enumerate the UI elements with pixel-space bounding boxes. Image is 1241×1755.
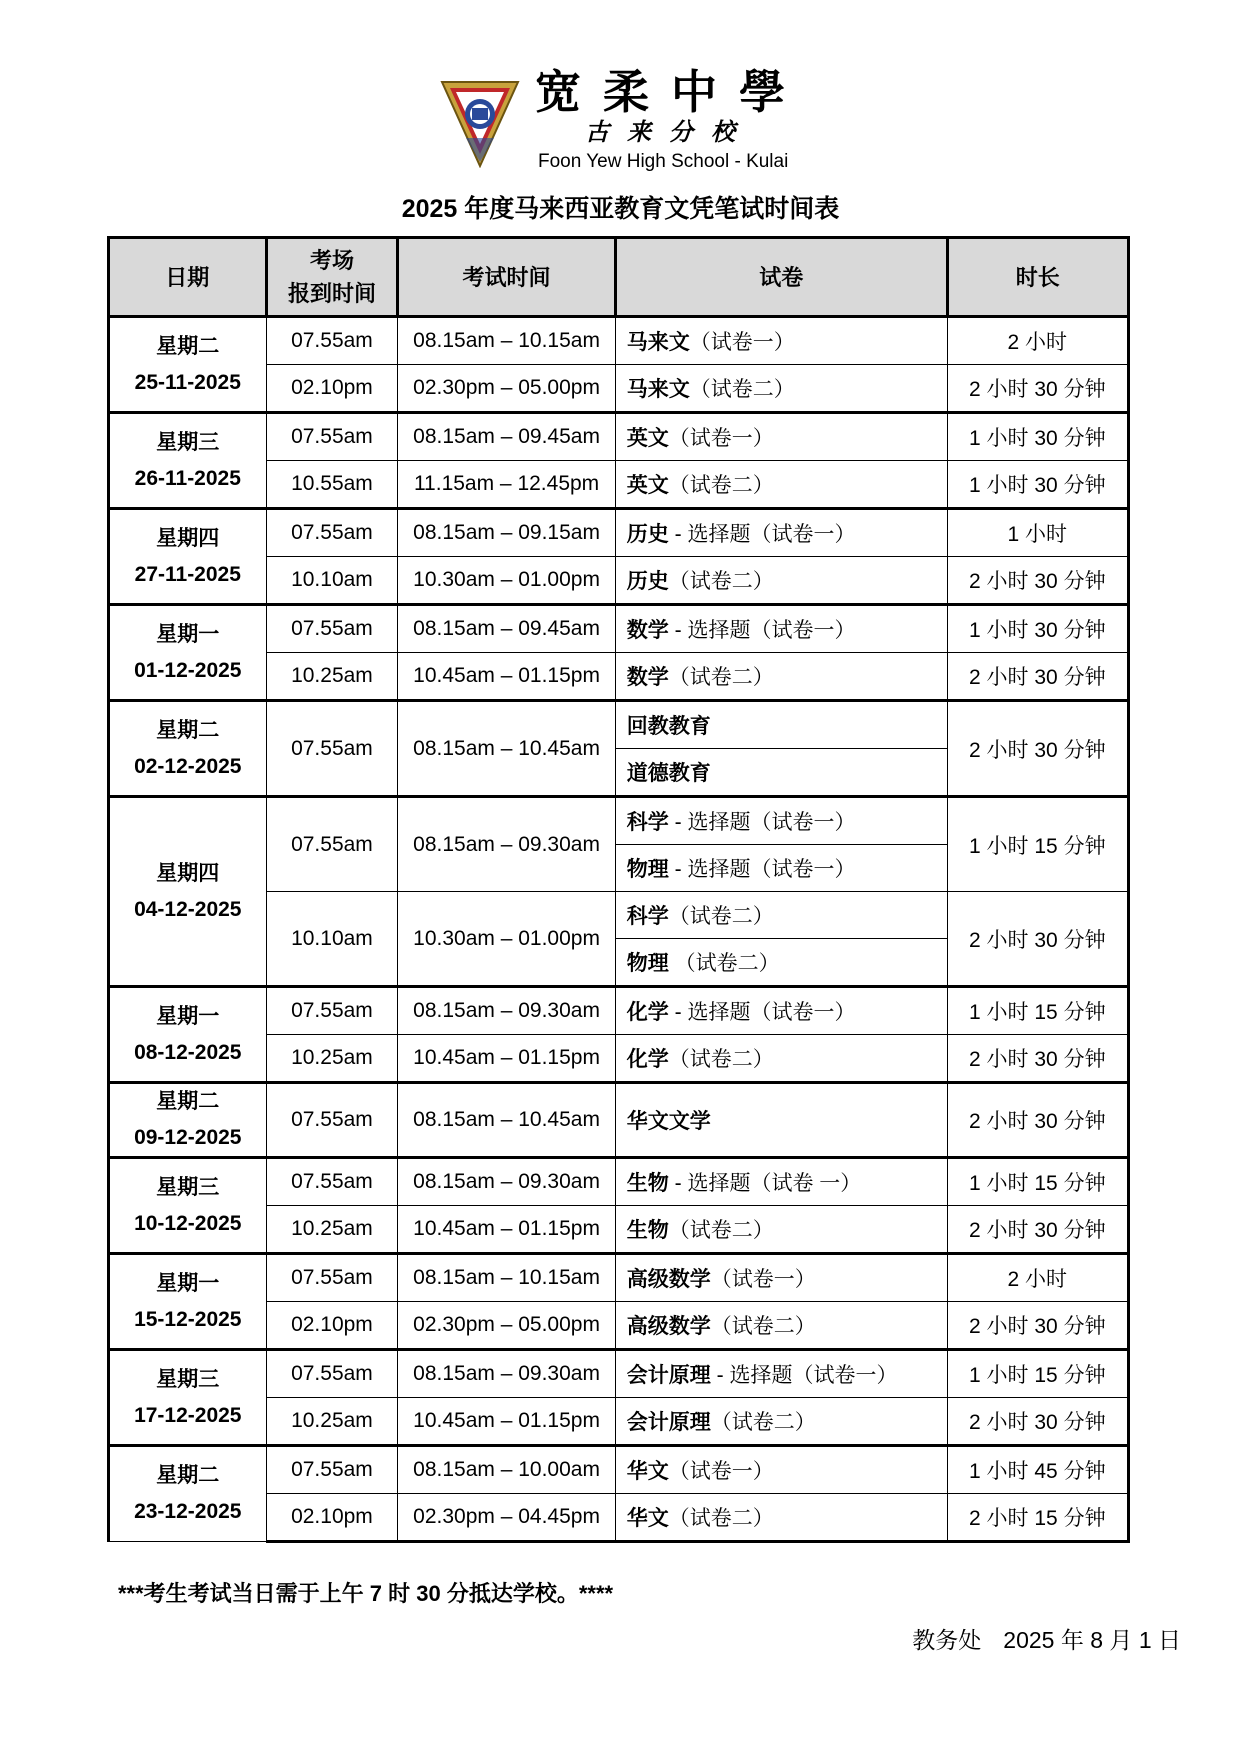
paper-subject: 生物: [626, 1219, 669, 1242]
date-cell: [109, 605, 267, 701]
duration-cell: 2 小时 30 分钟: [947, 1206, 1128, 1254]
duration-cell: 2 小时 30 分钟: [947, 365, 1128, 413]
paper-subject: 历史: [626, 570, 669, 593]
date-cell: [109, 987, 267, 1083]
paper-cell: [615, 1206, 947, 1254]
paper-cell: [615, 557, 947, 605]
exam-time-cell: 08.15am – 10.45am: [398, 1083, 615, 1158]
table-row: [109, 1350, 1129, 1398]
report-time-cell: 07.55am: [266, 1158, 398, 1206]
duration-cell: 2 小时 30 分钟: [947, 892, 1128, 987]
duration-cell: 1 小时 30 分钟: [947, 605, 1128, 653]
exam-time-cell: 08.15am – 09.30am: [398, 1350, 615, 1398]
exam-time-cell: 08.15am – 09.15am: [398, 509, 615, 557]
header-report-time: [266, 238, 398, 317]
exam-time-cell: 10.45am – 01.15pm: [398, 1035, 615, 1083]
exam-time-cell: 02.30pm – 04.45pm: [398, 1494, 615, 1542]
date-cell: [109, 1083, 267, 1158]
report-time-cell: 07.55am: [266, 1446, 398, 1494]
exam-time-cell: 10.45am – 01.15pm: [398, 653, 615, 701]
paper-detail: - 选择题（试卷一）: [668, 858, 856, 881]
duration-cell: 2 小时 30 分钟: [947, 557, 1128, 605]
weekday: 星期二: [156, 1464, 220, 1487]
paper-cell: [615, 1350, 947, 1398]
duration-cell: 2 小时 30 分钟: [947, 701, 1128, 797]
paper-cell: [615, 701, 947, 749]
report-time-cell: 10.25am: [266, 653, 398, 701]
paper-cell: [615, 892, 947, 939]
paper-subject: 高级数学: [626, 1315, 711, 1338]
report-time-cell: 07.55am: [266, 797, 398, 892]
paper-cell: [615, 1302, 947, 1350]
paper-detail: （试卷二）: [710, 1411, 816, 1434]
paper-cell: [615, 317, 947, 365]
page-title: 2025 年度马来西亚教育文凭笔试时间表: [401, 195, 840, 223]
header-paper: 试卷: [615, 238, 947, 317]
paper-cell: [615, 1446, 947, 1494]
weekday: 星期二: [156, 334, 220, 358]
school-logo: [440, 80, 520, 168]
date-cell: [109, 1254, 267, 1350]
paper-cell: [615, 1254, 947, 1302]
school-header: [0, 62, 1241, 182]
table-header-row: [109, 238, 1129, 317]
paper-detail: （试卷二）: [668, 905, 774, 928]
weekday: 星期三: [156, 1367, 220, 1391]
paper-subject: 华文: [626, 1460, 669, 1483]
paper-detail: - 选择题（试卷一）: [668, 811, 856, 834]
paper-detail: - 选择题（试卷一）: [668, 1001, 856, 1024]
exam-date: 09-12-2025: [134, 1126, 242, 1149]
exam-schedule-table: [107, 236, 1130, 1543]
weekday: 星期一: [156, 622, 220, 646]
exam-time-cell: 02.30pm – 05.00pm: [398, 365, 615, 413]
paper-cell: [615, 1035, 947, 1083]
report-time-cell: 07.55am: [266, 605, 398, 653]
date-cell: [109, 1350, 267, 1446]
weekday: 星期四: [156, 526, 220, 550]
duration-cell: 2 小时: [947, 1254, 1128, 1302]
paper-cell: [615, 939, 947, 987]
duration-cell: 2 小时: [947, 317, 1128, 365]
table-row: [109, 605, 1129, 653]
date-cell: [109, 797, 267, 987]
duration-cell: 1 小时 15 分钟: [947, 797, 1128, 892]
table-row: [109, 987, 1129, 1035]
paper-detail: （试卷一）: [668, 1460, 774, 1483]
paper-subject: 化学: [626, 1001, 669, 1024]
paper-subject: 会计原理: [626, 1411, 711, 1434]
paper-detail: （试卷二）: [668, 666, 774, 689]
paper-subject: 马来文: [626, 331, 690, 354]
paper-detail: （试卷二）: [668, 570, 774, 593]
duration-cell: 1 小时 15 分钟: [947, 1158, 1128, 1206]
report-time-cell: 10.25am: [266, 1035, 398, 1083]
weekday: 星期四: [156, 861, 220, 885]
table-row: [109, 701, 1129, 749]
paper-cell: [615, 509, 947, 557]
exam-date: 23-12-2025: [134, 1500, 242, 1523]
paper-detail: - 选择题（试卷一）: [668, 523, 856, 546]
paper-subject: 华文: [626, 1507, 669, 1530]
report-time-cell: 10.55am: [266, 461, 398, 509]
duration-cell: 1 小时 45 分钟: [947, 1446, 1128, 1494]
report-time-cell: 10.10am: [266, 557, 398, 605]
duration-cell: 2 小时 30 分钟: [947, 1302, 1128, 1350]
paper-cell: [615, 461, 947, 509]
date-cell: [109, 509, 267, 605]
exam-date: 26-11-2025: [134, 466, 241, 490]
report-time-cell: 02.10pm: [266, 1494, 398, 1542]
duration-cell: 1 小时 15 分钟: [947, 1350, 1128, 1398]
weekday: 星期二: [156, 1090, 220, 1113]
report-time-cell: 10.25am: [266, 1206, 398, 1254]
paper-subject: 回教教育: [626, 715, 711, 738]
school-branch-chinese: 古来分校: [585, 117, 753, 146]
duration-cell: 1 小时 15 分钟: [947, 987, 1128, 1035]
paper-detail: （试卷二）: [689, 378, 795, 401]
school-name-english: Foon Yew High School - Kulai: [538, 151, 789, 172]
report-time-cell: 02.10pm: [266, 1302, 398, 1350]
header-duration: 时长: [947, 238, 1128, 317]
report-time-cell: 07.55am: [266, 317, 398, 365]
exam-time-cell: 08.15am – 09.45am: [398, 605, 615, 653]
exam-time-cell: 08.15am – 10.00am: [398, 1446, 615, 1494]
paper-subject: 物理: [626, 858, 669, 881]
paper-subject: 高级数学: [626, 1268, 711, 1291]
weekday: 星期三: [156, 1175, 220, 1199]
paper-cell: [615, 605, 947, 653]
paper-subject: 英文: [626, 474, 669, 497]
paper-subject: 科学: [626, 811, 669, 834]
weekday: 星期二: [156, 718, 220, 742]
paper-detail: （试卷二）: [668, 1048, 774, 1071]
report-time-cell: 10.10am: [266, 892, 398, 987]
table-row: [109, 509, 1129, 557]
paper-detail: （试卷二）: [668, 1219, 774, 1242]
paper-subject: 生物: [626, 1172, 669, 1195]
paper-detail: （试卷二）: [710, 1315, 816, 1338]
header-date: 日期: [109, 238, 267, 317]
report-time-cell: 02.10pm: [266, 365, 398, 413]
exam-time-cell: 11.15am – 12.45pm: [398, 461, 615, 509]
signoff-office: 教务处: [912, 1627, 982, 1653]
duration-cell: 1 小时 30 分钟: [947, 461, 1128, 509]
weekday: 星期一: [156, 1004, 220, 1028]
paper-cell: [615, 1398, 947, 1446]
exam-date: 10-12-2025: [134, 1211, 242, 1235]
date-cell: [109, 413, 267, 509]
exam-date: 01-12-2025: [134, 658, 242, 682]
exam-time-cell: 08.15am – 10.15am: [398, 1254, 615, 1302]
duration-cell: 2 小时 30 分钟: [947, 1035, 1128, 1083]
paper-cell: [615, 1083, 947, 1158]
exam-date: 02-12-2025: [134, 754, 242, 778]
date-cell: [109, 317, 267, 413]
date-cell: [109, 1158, 267, 1254]
report-time-cell: 10.25am: [266, 1398, 398, 1446]
exam-time-cell: 02.30pm – 05.00pm: [398, 1302, 615, 1350]
exam-time-cell: 10.45am – 01.15pm: [398, 1398, 615, 1446]
exam-time-cell: 10.30am – 01.00pm: [398, 557, 615, 605]
report-time-cell: 07.55am: [266, 509, 398, 557]
paper-subject: 科学: [626, 905, 669, 928]
paper-cell: [615, 1158, 947, 1206]
exam-time-cell: 08.15am – 09.30am: [398, 797, 615, 892]
table-row: [109, 1254, 1129, 1302]
paper-subject: 化学: [626, 1048, 669, 1071]
report-time-cell: 07.55am: [266, 1350, 398, 1398]
school-name-chinese: 宽柔中學: [535, 65, 807, 119]
paper-subject: 会计原理: [626, 1364, 711, 1387]
paper-detail: （试卷二）: [668, 1507, 774, 1530]
exam-date: 25-11-2025: [134, 370, 241, 394]
paper-subject: 数学: [626, 666, 669, 689]
paper-detail: （试卷一）: [689, 331, 795, 354]
table-row: [109, 1446, 1129, 1494]
paper-detail: - 选择题（试卷一）: [668, 619, 856, 642]
table-row: [109, 1083, 1129, 1158]
schedule-body: [109, 317, 1129, 1542]
duration-cell: 1 小时: [947, 509, 1128, 557]
duration-cell: 2 小时 30 分钟: [947, 1398, 1128, 1446]
paper-subject: 华文文学: [626, 1110, 711, 1133]
header-report-line2: 报到时间: [287, 281, 376, 306]
report-time-cell: 07.55am: [266, 413, 398, 461]
paper-subject: 马来文: [626, 378, 690, 401]
paper-cell: [615, 749, 947, 797]
table-row: [109, 413, 1129, 461]
paper-detail: （试卷一）: [668, 427, 774, 450]
date-cell: [109, 701, 267, 797]
exam-time-cell: 10.45am – 01.15pm: [398, 1206, 615, 1254]
exam-time-cell: 08.15am – 10.15am: [398, 317, 615, 365]
paper-detail: （试卷一）: [710, 1268, 816, 1291]
report-time-cell: 07.55am: [266, 701, 398, 797]
exam-time-cell: 10.30am – 01.00pm: [398, 892, 615, 987]
exam-date: 04-12-2025: [134, 897, 242, 921]
paper-cell: [615, 365, 947, 413]
duration-cell: 2 小时 15 分钟: [947, 1494, 1128, 1542]
paper-subject: 物理: [626, 952, 669, 975]
paper-cell: [615, 845, 947, 892]
weekday: 星期一: [156, 1271, 220, 1295]
paper-subject: 道德教育: [626, 762, 711, 785]
paper-subject: 历史: [626, 523, 669, 546]
report-time-cell: 07.55am: [266, 1083, 398, 1158]
exam-time-cell: 08.15am – 09.45am: [398, 413, 615, 461]
paper-cell: [615, 1494, 947, 1542]
exam-date: 15-12-2025: [134, 1307, 242, 1331]
duration-cell: 1 小时 30 分钟: [947, 413, 1128, 461]
exam-time-cell: 08.15am – 09.30am: [398, 1158, 615, 1206]
paper-subject: 数学: [626, 619, 669, 642]
arrival-note: ***考生考试当日需于上午 7 时 30 分抵达学校。****: [118, 1581, 614, 1606]
table-row: [109, 797, 1129, 845]
exam-time-cell: 08.15am – 10.45am: [398, 701, 615, 797]
report-time-cell: 07.55am: [266, 1254, 398, 1302]
paper-cell: [615, 653, 947, 701]
exam-time-cell: 08.15am – 09.30am: [398, 987, 615, 1035]
duration-cell: 2 小时 30 分钟: [947, 1083, 1128, 1158]
paper-cell: [615, 987, 947, 1035]
weekday: 星期三: [156, 430, 220, 454]
paper-subject: 英文: [626, 427, 669, 450]
signoff: [912, 1622, 1181, 1655]
exam-date: 27-11-2025: [134, 562, 241, 586]
table-row: [109, 317, 1129, 365]
exam-date: 08-12-2025: [134, 1040, 242, 1064]
date-cell: [109, 1446, 267, 1542]
header-exam-time: 考试时间: [398, 238, 615, 317]
paper-cell: [615, 413, 947, 461]
duration-cell: 2 小时 30 分钟: [947, 653, 1128, 701]
paper-detail: - 选择题（试卷 一）: [668, 1172, 862, 1195]
paper-detail: （试卷二）: [668, 952, 780, 975]
paper-detail: （试卷二）: [668, 474, 774, 497]
report-time-cell: 07.55am: [266, 987, 398, 1035]
table-row: [109, 1158, 1129, 1206]
paper-cell: [615, 797, 947, 845]
signoff-date: 2025 年 8 月 1 日: [1003, 1627, 1181, 1653]
exam-date: 17-12-2025: [134, 1403, 242, 1427]
paper-detail: - 选择题（试卷一）: [710, 1364, 898, 1387]
header-report-line1: 考场: [309, 248, 354, 273]
